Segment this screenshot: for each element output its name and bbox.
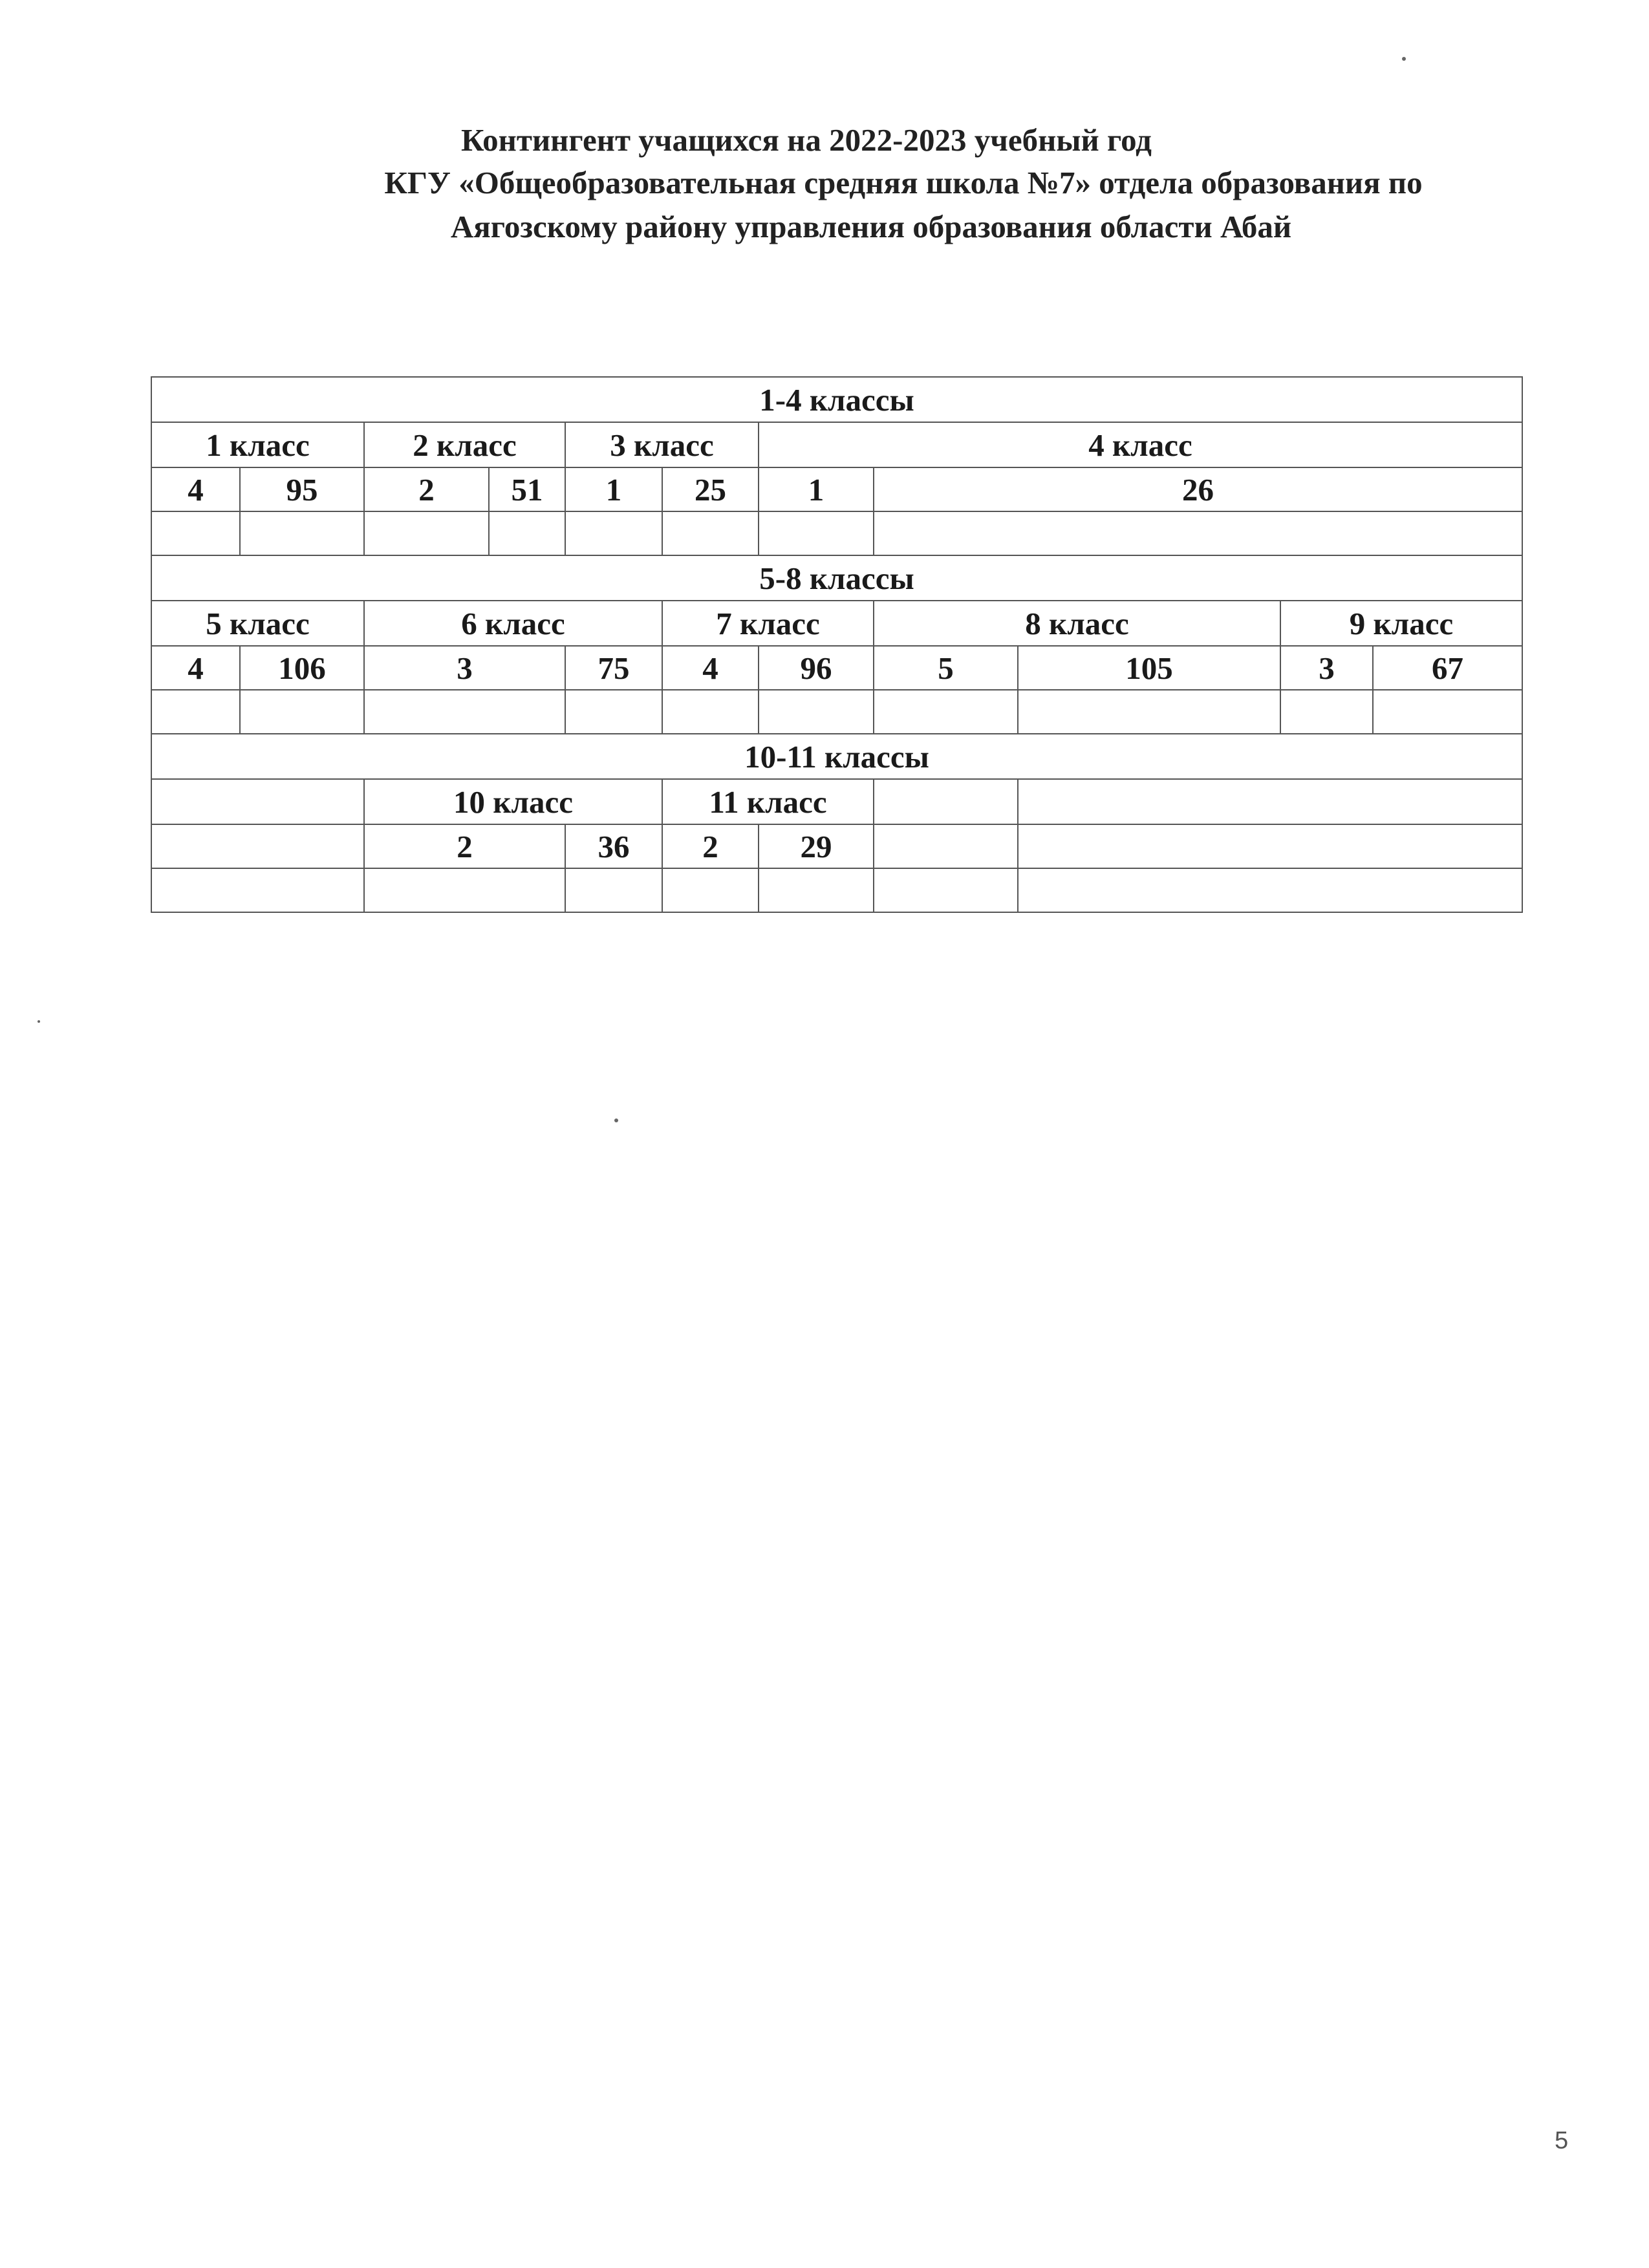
empty-cell [565,868,662,912]
empty-cell [364,511,489,555]
grade-4-students: 26 [874,467,1522,511]
table-row [151,511,1522,555]
empty-cell [759,511,874,555]
empty-cell [874,511,1522,555]
grade-7-label: 7 класс [662,601,874,646]
empty-cell [151,868,364,912]
empty-cell [1018,690,1280,734]
section-title-senior: 10-11 классы [151,734,1522,779]
grade-10-label: 10 класс [364,779,662,824]
empty-cell [759,868,874,912]
grade-4-classes: 1 [759,467,874,511]
empty-cell [489,511,565,555]
scan-speck [1402,57,1406,61]
section-header-row [151,555,1522,601]
grade-1-classes: 4 [151,467,240,511]
school-name: КГУ «Общеобразовательная средняя школа №7» отдела образования по [384,165,1423,200]
empty-cell [240,690,364,734]
grade-9-classes: 3 [1280,646,1373,690]
table-row [151,824,1522,868]
grade-3-classes: 1 [565,467,662,511]
empty-cell [240,511,364,555]
empty-cell [364,690,565,734]
empty-cell [151,511,240,555]
empty-cell [874,779,1018,824]
empty-cell [662,690,759,734]
empty-cell [759,690,874,734]
school-district: Аягозскому району управления образования области Абай [450,209,1292,244]
table-row [151,690,1522,734]
grade-6-students: 75 [565,646,662,690]
grade-11-students: 29 [759,824,874,868]
empty-cell [874,824,1018,868]
table-row [151,868,1522,912]
section-header-row [151,734,1522,779]
empty-cell [662,868,759,912]
table-row [151,646,1522,690]
empty-cell [1018,779,1522,824]
grade-2-students: 51 [489,467,565,511]
grade-label-row [151,779,1522,824]
section-title-middle: 5-8 классы [151,555,1522,601]
scan-speck [38,1020,40,1023]
document-title: Контингент учащихся на 2022-2023 учебный год [461,122,1152,158]
page-number: 5 [1555,2127,1569,2154]
grade-11-label: 11 класс [662,779,874,824]
grade-10-classes: 2 [364,824,565,868]
empty-cell [151,690,240,734]
grade-3-label: 3 класс [565,422,759,467]
grade-4-label: 4 класс [759,422,1522,467]
empty-cell [151,824,364,868]
grade-8-students: 105 [1018,646,1280,690]
empty-cell [874,868,1018,912]
grade-7-students: 96 [759,646,874,690]
grade-9-students: 67 [1373,646,1522,690]
empty-cell [1018,868,1522,912]
empty-cell [1280,690,1373,734]
grade-9-label: 9 класс [1280,601,1522,646]
empty-cell [565,690,662,734]
grade-5-label: 5 класс [151,601,364,646]
grade-5-classes: 4 [151,646,240,690]
grade-8-label: 8 класс [874,601,1280,646]
empty-cell [1018,824,1522,868]
grade-10-students: 36 [565,824,662,868]
empty-cell [874,690,1018,734]
empty-cell [1373,690,1522,734]
grade-2-classes: 2 [364,467,489,511]
grade-11-classes: 2 [662,824,759,868]
grade-3-students: 25 [662,467,759,511]
student-contingent-table [151,376,1523,913]
empty-cell [151,779,364,824]
grade-1-label: 1 класс [151,422,364,467]
table-row [151,467,1522,511]
scan-speck [614,1118,618,1122]
section-title-primary: 1-4 классы [151,377,1522,422]
empty-cell [565,511,662,555]
empty-cell [662,511,759,555]
grade-label-row [151,601,1522,646]
empty-cell [364,868,565,912]
grade-7-classes: 4 [662,646,759,690]
grade-2-label: 2 класс [364,422,565,467]
grade-6-classes: 3 [364,646,565,690]
section-header-row [151,377,1522,422]
grade-label-row [151,422,1522,467]
grade-5-students: 106 [240,646,364,690]
grade-1-students: 95 [240,467,364,511]
grade-6-label: 6 класс [364,601,662,646]
grade-8-classes: 5 [874,646,1018,690]
